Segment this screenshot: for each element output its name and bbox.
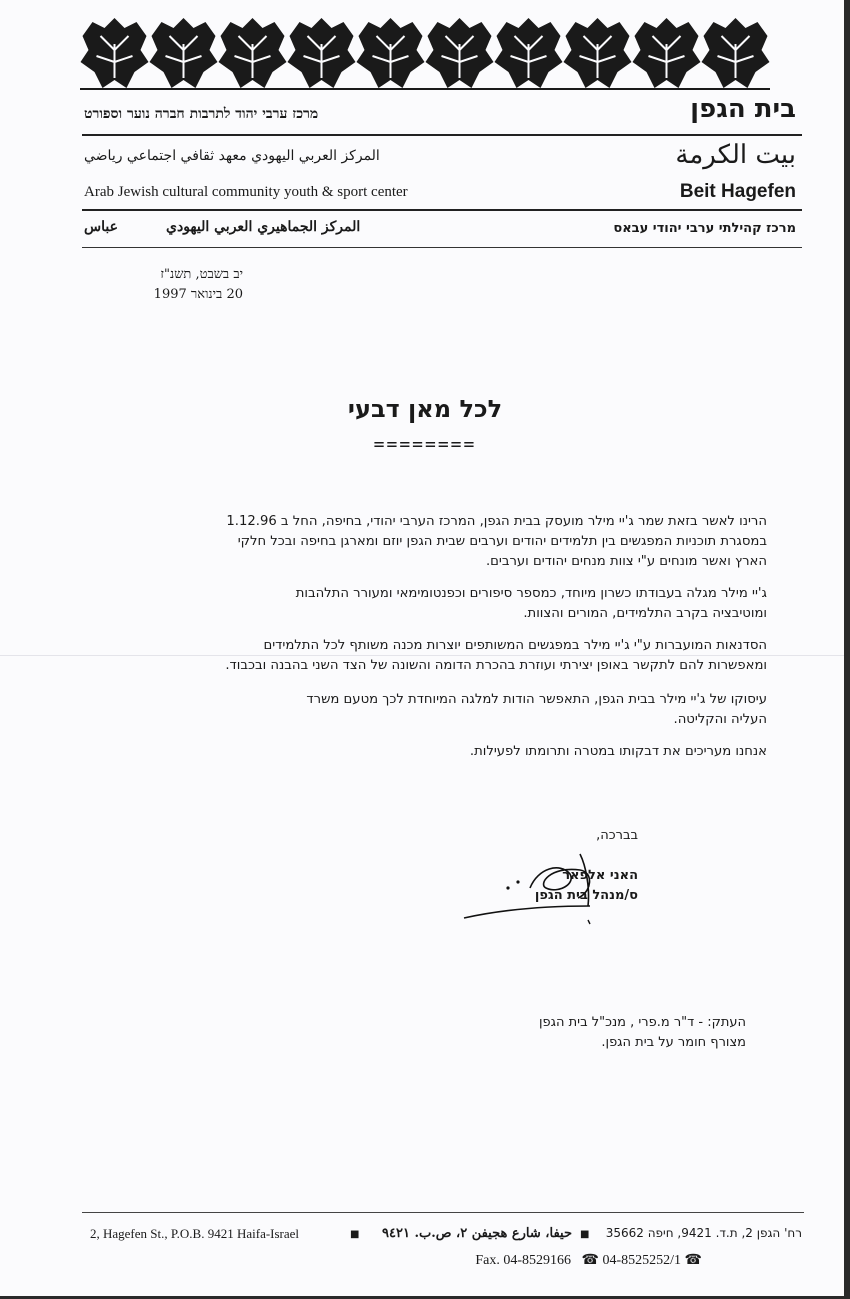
footer-bullet: ■ bbox=[580, 1229, 590, 1240]
paragraph-line: אנחנו מעריכים את דבקותו במטרה ותרומתו לפעילות. bbox=[469, 744, 767, 759]
paper-fold bbox=[0, 655, 844, 656]
header-divider bbox=[82, 134, 802, 136]
phone-number: 04-8525252/1 bbox=[602, 1253, 682, 1268]
paragraph-1 bbox=[127, 512, 767, 572]
paragraph-line: ומוטיבציה בקרב התלמידים, המורים והצוות. bbox=[523, 606, 767, 621]
paragraph-line: הארץ ואשר מונחים ע"י צוות מנחים יהודים וערבים. bbox=[485, 554, 767, 569]
hebrew-subtitle: מרכז קהילתי ערבי יהודי עבאס bbox=[613, 221, 796, 236]
footer-address-he: רח' הגפן 2, ת.ד. 9421, חיפה 35662 bbox=[605, 1226, 802, 1240]
cc-line: העתק: - ד"ר מ.פרי , מנכ"ל בית הגפן bbox=[538, 1015, 746, 1030]
arabic-tagline: المركز العربي اليهودي معهد ثقافي اجتماعي رياضي bbox=[84, 148, 380, 164]
paragraph-line: הרינו לאשר בזאת שמר ג'יי מילר מועסק בבית הגפן, המרכז הערבי יהודי, בחיפה, החל ב 1.12.96 bbox=[226, 514, 767, 529]
gregorian-date: 20 בינואר 1997 bbox=[153, 287, 243, 302]
paragraph-line: ומאפשרות להם לתקשר באופן יצירתי ועוזרת בהכרת הדומה והשונה של הצד השני בהבנה ובכבוד. bbox=[225, 658, 767, 673]
hebrew-org-name: בית הגפן bbox=[690, 94, 796, 124]
arabic-subtitle-name: عباس bbox=[84, 219, 118, 235]
paragraph-line: ג'יי מילר מגלה בעבודתו כשרון מיוחד, כמספר סיפורים וכפנטומימאי ומעורר התלהבות bbox=[295, 586, 767, 601]
paragraph-line: העליה והקליטה. bbox=[673, 712, 767, 727]
fax-number: Fax. 04-8529166 bbox=[475, 1253, 572, 1268]
footer-bullet: ■ bbox=[350, 1229, 360, 1240]
footer-address-en: 2, Hagefen St., P.O.B. 9421 Haifa-Israel bbox=[90, 1226, 300, 1241]
attachment-line: מצורף חומר על בית הגפן. bbox=[601, 1035, 746, 1050]
header-divider-2 bbox=[82, 209, 802, 211]
logo-baseline bbox=[80, 88, 770, 90]
phone-icon: ☎ bbox=[684, 1253, 702, 1268]
english-org-name: Beit Hagefen bbox=[679, 181, 796, 202]
phone-icon: ☎ bbox=[581, 1253, 599, 1268]
footer-address-ar: حيفا، شارع هجيفن ٢، ص.ب. ٩٤٢١ bbox=[382, 1226, 572, 1241]
signer-name: האני אלפאר bbox=[562, 868, 638, 883]
footer-contact bbox=[475, 1252, 702, 1269]
paragraph-line: עיסוקו של ג'יי מילר בבית הגפן, התאפשר הודות למלגה המיוחדת לכך מטעם משרד bbox=[306, 692, 767, 707]
paragraph-2 bbox=[127, 584, 767, 624]
paragraph-line: הסדנאות המועברות ע"י ג'יי מילר במפגשים המשותפים יוצרות מכנה משותף לכל התלמידים bbox=[263, 638, 767, 653]
closing: בברכה, bbox=[596, 828, 638, 843]
title-underline: ======== bbox=[373, 434, 477, 455]
vine-logo-strip bbox=[80, 16, 770, 92]
scan-edge bbox=[844, 0, 850, 1299]
footer-divider bbox=[82, 1212, 804, 1213]
letter-title: לכל מאן דבעי bbox=[347, 395, 503, 423]
paragraph-4 bbox=[127, 690, 767, 730]
paragraph-line: במסגרת תוכניות המפגשים בין תלמידים יהודים וערבים שבית הגפן יוזם ומארגן בחיפה ובכל חלקי bbox=[237, 534, 767, 549]
hebrew-date: יב בשבט, תשנ"ז bbox=[160, 267, 243, 282]
paragraph-3 bbox=[127, 636, 767, 676]
header-divider-3 bbox=[82, 247, 802, 248]
arabic-org-name: بيت الكرمة bbox=[675, 140, 796, 170]
english-tagline: Arab Jewish cultural community youth & sport center bbox=[84, 184, 408, 200]
signer-title: ס/מנהל בית הגפן bbox=[534, 888, 638, 903]
arabic-subtitle: المركز الجماهيري العربي اليهودي bbox=[166, 219, 361, 235]
handwritten-signature bbox=[460, 848, 620, 928]
hebrew-tagline: מרכז ערבי יהוד לתרבות חברה נוער וספורט bbox=[84, 106, 319, 122]
paragraph-5 bbox=[127, 742, 767, 762]
